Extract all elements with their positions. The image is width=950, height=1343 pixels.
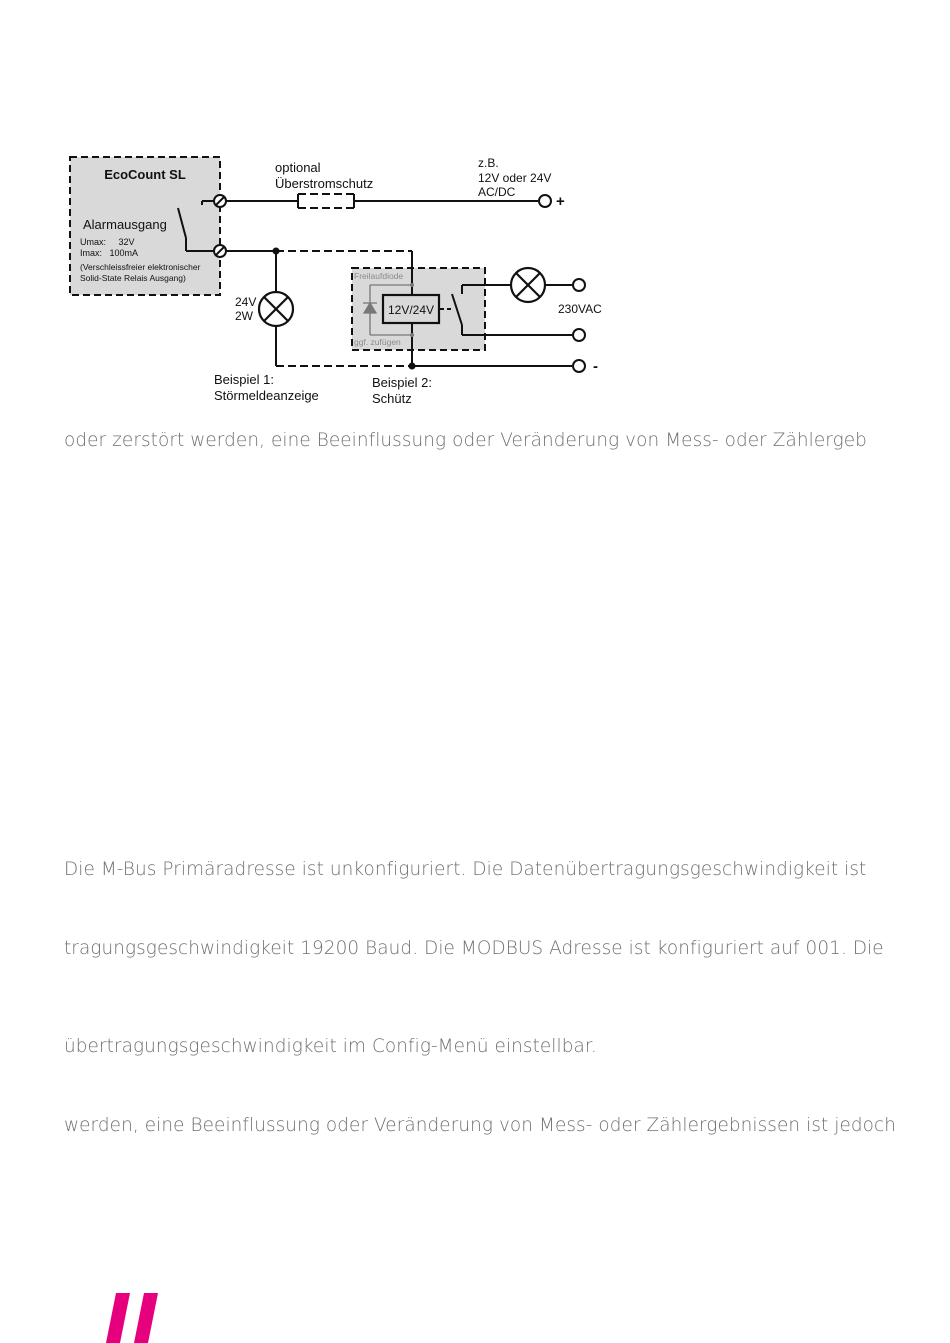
supply-plus-terminal [539,195,551,207]
lamp1-voltage: 24V [235,295,257,309]
imax-label: Imax: 100mA [80,248,139,258]
supply-label-2: 12V oder 24V [478,171,552,185]
lamp-1 [259,292,293,326]
load-voltage: 230VAC [558,302,602,316]
fuse-label-1: optional [275,160,321,175]
example2-line2: Schütz [372,391,412,406]
device-title: EcoCount SL [104,167,186,182]
paragraph-2: Die M-Bus Primäradresse ist unkonfiguriert. Die Datenübertragungsgeschwindigkeit ist [64,859,867,880]
diode-junction-bottom [410,333,414,337]
fuse-label-2: Überstromschutz [275,176,374,191]
umax-label: Umax: 32V [80,237,135,247]
supply-label-3: AC/DC [478,185,516,199]
junction-dot-1 [273,248,280,255]
terminal-top [214,195,226,207]
wiring-diagram [0,0,950,420]
device-note-2: Solid-State Relais Ausgang) [80,273,186,283]
device-note-1: (Verschleissfreier elektronischer [80,262,201,272]
add-label: ggf. zufügen [354,337,401,347]
lamp-2 [511,268,545,302]
supply-label-1: z.B. [478,156,499,170]
paragraph-5: werden, eine Beeinflussung oder Veränderung von Mess- oder Zählergebnissen ist jedoch [64,1115,896,1136]
relay-coil-label: 12V/24V [387,303,435,317]
paragraph-4: übertragungsgeschwindigkeit im Config-Menü einstellbar. [64,1036,597,1057]
load-terminal-top [573,279,585,291]
example1-line2: Störmeldeanzeige [214,388,319,403]
diode-junction-top [410,283,414,287]
paragraph-3: tragungsgeschwindigkeit 19200 Baud. Die MODBUS Adresse ist konfiguriert auf 001. Die [64,938,884,959]
load-terminal-bottom [573,329,585,341]
lamp1-power: 2W [235,309,253,323]
output-label: Alarmausgang [83,217,167,232]
brand-logo-icon [100,1288,166,1343]
example1-line1: Beispiel 1: [214,372,274,387]
paragraph-1: oder zerstört werden, eine Beeinflussung oder Veränderung von Mess- oder Zählergeb [64,430,867,451]
supply-plus: + [556,193,565,210]
terminal-bottom [214,245,226,257]
diode-label: Freilaufdiode [354,271,404,281]
supply-minus: - [593,358,598,375]
supply-minus-terminal [573,360,585,372]
example2-line1: Beispiel 2: [372,375,432,390]
